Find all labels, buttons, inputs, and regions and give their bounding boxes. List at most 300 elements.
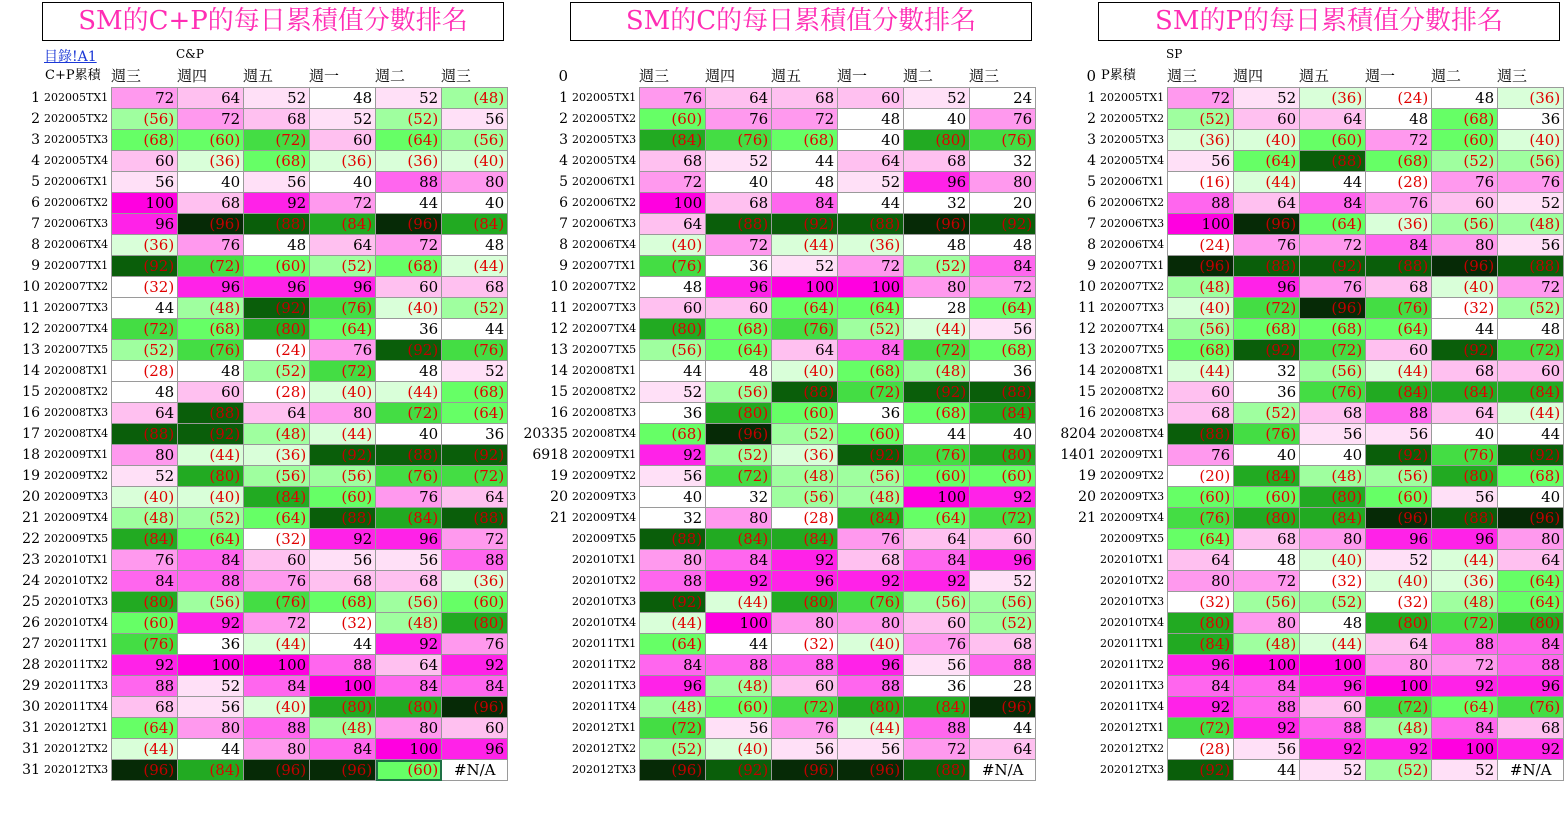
score-cell[interactable]: 64 [1168,550,1234,571]
score-cell[interactable]: (88) [838,214,904,235]
score-cell[interactable]: (68) [376,256,442,277]
score-cell[interactable]: (68) [1432,109,1498,130]
score-cell[interactable]: 40 [376,424,442,445]
score-cell[interactable]: 88 [772,655,838,676]
score-cell[interactable]: 64 [178,88,244,109]
score-cell[interactable]: 68 [1432,361,1498,382]
score-cell[interactable]: (64) [376,130,442,151]
score-cell[interactable]: (44) [1366,361,1432,382]
score-cell[interactable]: 40 [706,172,772,193]
score-cell[interactable]: (40) [640,235,706,256]
score-cell[interactable]: 52 [310,109,376,130]
score-cell[interactable]: (68) [1300,319,1366,340]
score-cell[interactable]: 44 [1234,760,1300,781]
score-cell[interactable]: (92) [772,214,838,235]
score-cell[interactable]: 100 [838,277,904,298]
score-cell[interactable]: (88) [1498,256,1564,277]
score-cell[interactable]: (96) [772,760,838,781]
score-cell[interactable]: 76 [1432,172,1498,193]
score-cell[interactable]: 72 [310,193,376,214]
score-cell[interactable]: (80) [970,445,1036,466]
score-cell[interactable]: 64 [1300,109,1366,130]
score-cell[interactable]: 68 [904,151,970,172]
score-cell[interactable]: (48) [244,424,310,445]
score-cell[interactable]: 24 [970,88,1036,109]
score-cell[interactable]: (76) [310,298,376,319]
score-cell[interactable]: 60 [640,298,706,319]
score-cell[interactable]: (72) [112,319,178,340]
score-cell[interactable]: (76) [244,592,310,613]
score-cell[interactable]: 48 [112,382,178,403]
score-cell[interactable]: (96) [970,697,1036,718]
score-cell[interactable]: (48) [1366,718,1432,739]
score-cell[interactable]: 84 [1498,634,1564,655]
score-cell[interactable]: (96) [1366,508,1432,529]
score-cell[interactable]: 52 [376,88,442,109]
score-cell[interactable]: 56 [1498,235,1564,256]
score-cell[interactable]: 76 [838,529,904,550]
score-cell[interactable]: 60 [1168,382,1234,403]
score-cell[interactable]: 68 [376,571,442,592]
score-cell[interactable]: (44) [1432,550,1498,571]
score-cell[interactable]: (48) [640,697,706,718]
score-cell[interactable]: 52 [1498,193,1564,214]
score-cell[interactable]: (84) [310,214,376,235]
score-cell[interactable]: (64) [1432,697,1498,718]
score-cell[interactable]: 40 [970,424,1036,445]
score-cell[interactable]: (48) [112,508,178,529]
score-cell[interactable]: 92 [706,571,772,592]
score-cell[interactable]: 84 [244,676,310,697]
score-cell[interactable]: 92 [1498,739,1564,760]
score-cell[interactable]: 64 [310,235,376,256]
score-cell[interactable]: (76) [1168,508,1234,529]
score-cell[interactable]: 48 [1366,109,1432,130]
score-cell[interactable]: 72 [376,235,442,256]
score-cell[interactable]: 36 [376,319,442,340]
score-cell[interactable]: (84) [178,760,244,781]
score-cell[interactable]: (68) [1498,466,1564,487]
link-toc[interactable]: 目錄!A1 [44,49,97,65]
score-cell[interactable]: 40 [904,109,970,130]
score-cell[interactable]: (96) [1168,256,1234,277]
score-cell[interactable]: (68) [244,151,310,172]
score-cell[interactable]: (76) [442,340,508,361]
score-cell[interactable]: (96) [1234,214,1300,235]
score-cell[interactable]: 92 [310,529,376,550]
score-cell[interactable]: (68) [112,130,178,151]
score-cell[interactable]: (80) [178,466,244,487]
score-cell[interactable]: (80) [1498,613,1564,634]
score-cell[interactable]: (48) [1432,592,1498,613]
score-cell[interactable]: 84 [640,655,706,676]
score-cell[interactable]: (84) [1432,382,1498,403]
score-cell[interactable]: 56 [442,109,508,130]
score-cell[interactable]: (68) [1366,151,1432,172]
score-cell[interactable]: #N/A [1498,760,1564,781]
score-cell[interactable]: (48) [376,613,442,634]
score-cell[interactable]: (76) [706,130,772,151]
score-cell[interactable]: (32) [772,634,838,655]
score-cell[interactable]: (64) [970,298,1036,319]
score-cell[interactable]: 72 [244,613,310,634]
score-cell[interactable]: (68) [1168,340,1234,361]
score-cell[interactable]: 96 [1234,277,1300,298]
score-cell[interactable]: 48 [904,235,970,256]
score-cell[interactable]: 44 [310,634,376,655]
score-cell[interactable]: 72 [442,529,508,550]
score-cell[interactable]: (60) [1300,130,1366,151]
score-cell[interactable]: 48 [706,361,772,382]
score-cell[interactable]: (80) [376,697,442,718]
score-cell[interactable]: 72 [1168,88,1234,109]
score-cell[interactable]: (76) [1300,382,1366,403]
score-cell[interactable]: (72) [376,403,442,424]
score-cell[interactable]: 52 [772,256,838,277]
score-cell[interactable]: (48) [706,676,772,697]
score-cell[interactable]: (28) [1366,172,1432,193]
score-cell[interactable]: 96 [1498,676,1564,697]
score-cell[interactable]: (60) [244,256,310,277]
score-cell[interactable]: (68) [706,319,772,340]
score-cell[interactable]: (52) [1432,151,1498,172]
score-cell[interactable]: 96 [310,277,376,298]
score-cell[interactable]: (52) [970,613,1036,634]
score-cell[interactable]: (64) [772,298,838,319]
score-cell[interactable]: (72) [706,466,772,487]
score-cell[interactable]: (88) [970,382,1036,403]
score-cell[interactable]: (72) [442,466,508,487]
score-cell[interactable]: (80) [772,592,838,613]
score-cell[interactable]: 88 [1366,403,1432,424]
score-cell[interactable]: (52) [706,445,772,466]
score-cell[interactable]: 84 [970,256,1036,277]
score-cell[interactable]: (80) [838,697,904,718]
score-cell[interactable]: 92 [112,655,178,676]
score-cell[interactable]: 48 [970,235,1036,256]
score-cell[interactable]: (64) [112,718,178,739]
score-cell[interactable]: 56 [706,718,772,739]
score-cell[interactable]: (32) [244,529,310,550]
score-cell[interactable]: 92 [442,655,508,676]
score-cell[interactable]: 100 [376,739,442,760]
score-cell[interactable]: 80 [904,277,970,298]
score-cell[interactable]: (92) [970,214,1036,235]
score-cell[interactable]: 56 [1300,424,1366,445]
score-cell[interactable]: 56 [1432,487,1498,508]
score-cell[interactable]: 52 [838,172,904,193]
score-cell[interactable]: (32) [1432,298,1498,319]
score-cell[interactable]: 84 [376,676,442,697]
score-cell[interactable]: (96) [442,697,508,718]
score-cell[interactable]: 56 [376,550,442,571]
score-cell[interactable]: 40 [838,130,904,151]
score-cell[interactable]: (36) [244,445,310,466]
score-cell[interactable]: (56) [376,592,442,613]
score-cell[interactable]: 60 [112,151,178,172]
score-cell[interactable]: (64) [178,529,244,550]
score-cell[interactable]: (56) [1168,319,1234,340]
score-cell[interactable]: (84) [244,487,310,508]
score-cell[interactable]: (60) [112,613,178,634]
score-cell[interactable]: (72) [244,130,310,151]
score-cell[interactable]: (72) [640,718,706,739]
score-cell[interactable]: (88) [1432,508,1498,529]
score-cell[interactable]: 44 [640,361,706,382]
score-cell[interactable]: 60 [244,550,310,571]
score-cell[interactable]: (68) [838,361,904,382]
score-cell[interactable]: (84) [1168,634,1234,655]
score-cell[interactable]: (36) [310,151,376,172]
score-cell[interactable]: (96) [1498,508,1564,529]
score-cell[interactable]: (88) [310,508,376,529]
score-cell[interactable]: 44 [706,634,772,655]
score-cell[interactable]: 40 [640,487,706,508]
score-cell[interactable]: (68) [970,340,1036,361]
score-cell[interactable]: (52) [1366,760,1432,781]
score-cell[interactable]: 64 [1432,403,1498,424]
score-cell[interactable]: (36) [772,445,838,466]
score-cell[interactable]: (80) [1234,508,1300,529]
score-cell[interactable]: (32) [1168,592,1234,613]
score-cell[interactable]: (56) [1234,592,1300,613]
score-cell[interactable]: (68) [640,424,706,445]
score-cell[interactable]: 76 [1498,172,1564,193]
score-cell[interactable]: (76) [904,445,970,466]
score-cell[interactable]: (96) [376,214,442,235]
score-cell[interactable]: 96 [1300,676,1366,697]
score-cell[interactable]: (64) [1366,319,1432,340]
score-cell[interactable]: 44 [442,319,508,340]
score-cell[interactable]: (24) [1366,88,1432,109]
score-cell[interactable]: 56 [1366,424,1432,445]
score-cell[interactable]: (72) [178,256,244,277]
score-cell[interactable]: 44 [838,193,904,214]
score-cell[interactable]: 92 [970,487,1036,508]
score-cell[interactable]: (60) [1168,487,1234,508]
score-cell[interactable]: (40) [244,697,310,718]
score-cell[interactable]: 84 [1234,676,1300,697]
score-cell[interactable]: (44) [772,235,838,256]
score-cell[interactable]: 84 [1300,193,1366,214]
score-cell[interactable]: (88) [772,382,838,403]
score-cell[interactable]: 88 [904,718,970,739]
score-cell[interactable]: (64) [244,508,310,529]
score-cell[interactable]: 96 [244,277,310,298]
score-cell[interactable]: 40 [1234,445,1300,466]
score-cell[interactable]: 68 [310,571,376,592]
score-cell[interactable]: (48) [178,298,244,319]
score-cell[interactable]: 88 [1300,718,1366,739]
score-cell[interactable]: (40) [1366,571,1432,592]
score-cell[interactable]: (96) [838,760,904,781]
score-cell[interactable]: (80) [112,592,178,613]
score-cell[interactable]: (36) [1168,130,1234,151]
score-cell[interactable]: (28) [772,508,838,529]
score-cell[interactable]: 48 [376,361,442,382]
score-cell[interactable]: 80 [442,172,508,193]
score-cell[interactable]: 76 [706,109,772,130]
score-cell[interactable]: (72) [1168,718,1234,739]
score-cell[interactable]: (60) [442,592,508,613]
score-cell[interactable]: 100 [640,193,706,214]
score-cell[interactable]: 100 [178,655,244,676]
score-cell[interactable]: 64 [904,529,970,550]
score-cell[interactable]: (80) [904,130,970,151]
score-cell[interactable]: (92) [1234,340,1300,361]
score-cell[interactable]: 36 [706,256,772,277]
score-cell[interactable]: 44 [178,739,244,760]
score-cell[interactable]: (84) [640,130,706,151]
score-cell[interactable]: (92) [640,592,706,613]
score-cell[interactable]: 56 [1168,151,1234,172]
score-cell[interactable]: 76 [244,571,310,592]
score-cell[interactable]: (52) [310,256,376,277]
score-cell[interactable]: 60 [442,718,508,739]
score-cell[interactable]: (52) [904,256,970,277]
score-cell[interactable]: (56) [970,592,1036,613]
score-cell[interactable]: 44 [970,718,1036,739]
score-cell[interactable]: 96 [442,739,508,760]
score-cell[interactable]: 92 [772,550,838,571]
score-cell[interactable]: 80 [772,613,838,634]
score-cell[interactable]: (96) [904,214,970,235]
score-cell[interactable]: (68) [904,403,970,424]
score-cell[interactable]: 60 [904,613,970,634]
score-cell[interactable]: 48 [1498,319,1564,340]
score-cell[interactable]: (36) [1432,571,1498,592]
score-cell[interactable]: 80 [244,739,310,760]
score-cell[interactable]: 80 [310,403,376,424]
score-cell[interactable]: (92) [1498,445,1564,466]
score-cell[interactable]: (60) [310,487,376,508]
score-cell[interactable]: (72) [838,382,904,403]
score-cell[interactable]: (68) [310,592,376,613]
score-cell[interactable]: (40) [706,739,772,760]
score-cell[interactable]: 76 [442,634,508,655]
score-cell[interactable]: 68 [970,634,1036,655]
score-cell[interactable]: (88) [706,214,772,235]
score-cell[interactable]: (96) [1300,298,1366,319]
score-cell[interactable]: (16) [1168,172,1234,193]
score-cell[interactable]: 68 [838,550,904,571]
score-cell[interactable]: (72) [1300,340,1366,361]
score-cell[interactable]: (52) [772,424,838,445]
score-cell[interactable]: 52 [904,88,970,109]
score-cell[interactable]: 68 [1300,403,1366,424]
score-cell[interactable]: 88 [640,571,706,592]
score-cell[interactable]: (44) [640,613,706,634]
score-cell[interactable]: 88 [310,655,376,676]
score-cell[interactable]: 72 [838,256,904,277]
score-cell[interactable]: (24) [1168,235,1234,256]
score-cell[interactable]: 96 [838,655,904,676]
score-cell[interactable]: (48) [310,718,376,739]
score-cell[interactable]: 72 [112,88,178,109]
score-cell[interactable]: (96) [112,760,178,781]
score-cell[interactable]: (36) [178,151,244,172]
score-cell[interactable]: 64 [970,739,1036,760]
score-cell[interactable]: 76 [1168,445,1234,466]
score-cell[interactable]: (32) [310,613,376,634]
score-cell[interactable]: (96) [310,760,376,781]
score-cell[interactable]: (84) [772,529,838,550]
score-cell[interactable]: (60) [904,466,970,487]
score-cell[interactable]: 52 [178,676,244,697]
score-cell[interactable]: 68 [112,697,178,718]
score-cell[interactable]: (88) [376,445,442,466]
score-cell[interactable]: (60) [1366,487,1432,508]
score-cell[interactable]: (80) [442,613,508,634]
score-cell[interactable]: (76) [970,130,1036,151]
score-cell[interactable]: 68 [1234,529,1300,550]
score-cell[interactable]: (52) [1168,109,1234,130]
score-cell[interactable]: (20) [1168,466,1234,487]
score-cell[interactable]: 80 [1432,235,1498,256]
score-cell[interactable]: 28 [904,298,970,319]
score-cell[interactable]: 52 [970,571,1036,592]
score-cell[interactable]: 48 [1432,88,1498,109]
score-cell[interactable]: #N/A [970,760,1036,781]
score-cell[interactable]: 52 [706,151,772,172]
score-cell[interactable]: 100 [112,193,178,214]
score-cell[interactable]: 72 [970,277,1036,298]
score-cell[interactable]: (56) [838,466,904,487]
score-cell[interactable]: (36) [1498,88,1564,109]
score-cell[interactable]: 80 [1234,613,1300,634]
score-cell[interactable]: 76 [1366,193,1432,214]
score-cell[interactable]: (92) [1366,445,1432,466]
score-cell[interactable]: 72 [706,235,772,256]
score-cell[interactable]: 56 [904,655,970,676]
score-cell[interactable]: (52) [1234,403,1300,424]
score-cell[interactable]: (44) [838,718,904,739]
score-cell[interactable]: 36 [1498,109,1564,130]
score-cell[interactable]: 96 [640,676,706,697]
score-cell[interactable]: 56 [970,319,1036,340]
score-cell[interactable]: 80 [1300,529,1366,550]
score-cell[interactable]: 88 [970,655,1036,676]
score-cell[interactable]: 40 [1300,445,1366,466]
score-cell[interactable]: (44) [1168,361,1234,382]
score-cell[interactable]: 76 [1300,277,1366,298]
score-cell[interactable]: 88 [1168,193,1234,214]
score-cell[interactable]: (68) [442,382,508,403]
score-cell[interactable]: 84 [1168,676,1234,697]
score-cell[interactable]: 52 [640,382,706,403]
score-cell[interactable]: (92) [706,760,772,781]
score-cell[interactable]: 92 [1366,739,1432,760]
score-cell[interactable]: (44) [1300,634,1366,655]
score-cell[interactable]: (40) [376,298,442,319]
score-cell[interactable]: 44 [1432,319,1498,340]
score-cell[interactable]: (64) [1300,214,1366,235]
score-cell[interactable]: (96) [706,424,772,445]
score-cell[interactable]: (52) [178,508,244,529]
score-cell[interactable]: (60) [178,130,244,151]
score-cell[interactable]: 60 [1432,193,1498,214]
score-cell[interactable]: 80 [1366,655,1432,676]
score-cell[interactable]: (92) [1300,256,1366,277]
score-cell[interactable]: (64) [706,340,772,361]
score-cell[interactable]: (64) [1168,529,1234,550]
score-cell[interactable]: 64 [442,487,508,508]
score-cell[interactable]: (32) [1300,571,1366,592]
score-cell[interactable]: (44) [112,739,178,760]
score-cell[interactable]: (28) [244,382,310,403]
score-cell[interactable]: 84 [310,739,376,760]
score-cell[interactable]: (88) [442,508,508,529]
